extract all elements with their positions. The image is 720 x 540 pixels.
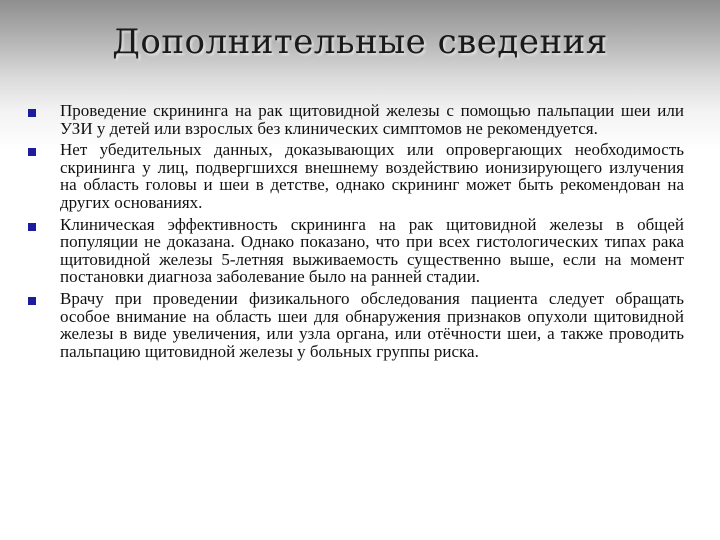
slide-title: Дополнительные сведения bbox=[112, 22, 608, 62]
bullet-text: Нет убедительных данных, доказывающих или опровергающих необходимость скрининга у лиц, подвергшихся внешнему воздействию ионизирующего излучения на область головы и шеи в детстве, однако скрининг может быть рекомендован на других основаниях. bbox=[60, 140, 684, 212]
bullet-text: Клиническая эффективность скрининга на рак щитовидной железы в общей популяции не доказана. Однако показано, что при всех гистологических типах рака щитовидной железы 5-летняя выживаемость существенно выше, если на момент постановки диагноза заболевание было на ранней стадии. bbox=[60, 214, 684, 287]
square-bullet-icon bbox=[28, 148, 36, 156]
bullet-text: Проведение скрининга на рак щитовидной железы с помощью пальпации шеи или УЗИ у детей или взрослых без клинических симптомов не рекомендуется. bbox=[60, 101, 684, 138]
list-item bbox=[24, 216, 684, 286]
list-item bbox=[24, 290, 684, 360]
square-bullet-icon bbox=[28, 109, 36, 117]
list-item bbox=[24, 102, 684, 137]
list-item bbox=[24, 141, 684, 211]
square-bullet-icon bbox=[28, 297, 36, 305]
bullet-text: Врачу при проведении физикального обследования пациента следует обращать особое внимание на область шеи для обнаружения признаков опухоли щитовидной железы в виде увеличения, или узла органа, или отёчности шеи, а также проводить пальпацию щитовидной железы у больных группы риска. bbox=[60, 288, 684, 361]
square-bullet-icon bbox=[28, 223, 36, 231]
bullet-list bbox=[24, 102, 684, 364]
